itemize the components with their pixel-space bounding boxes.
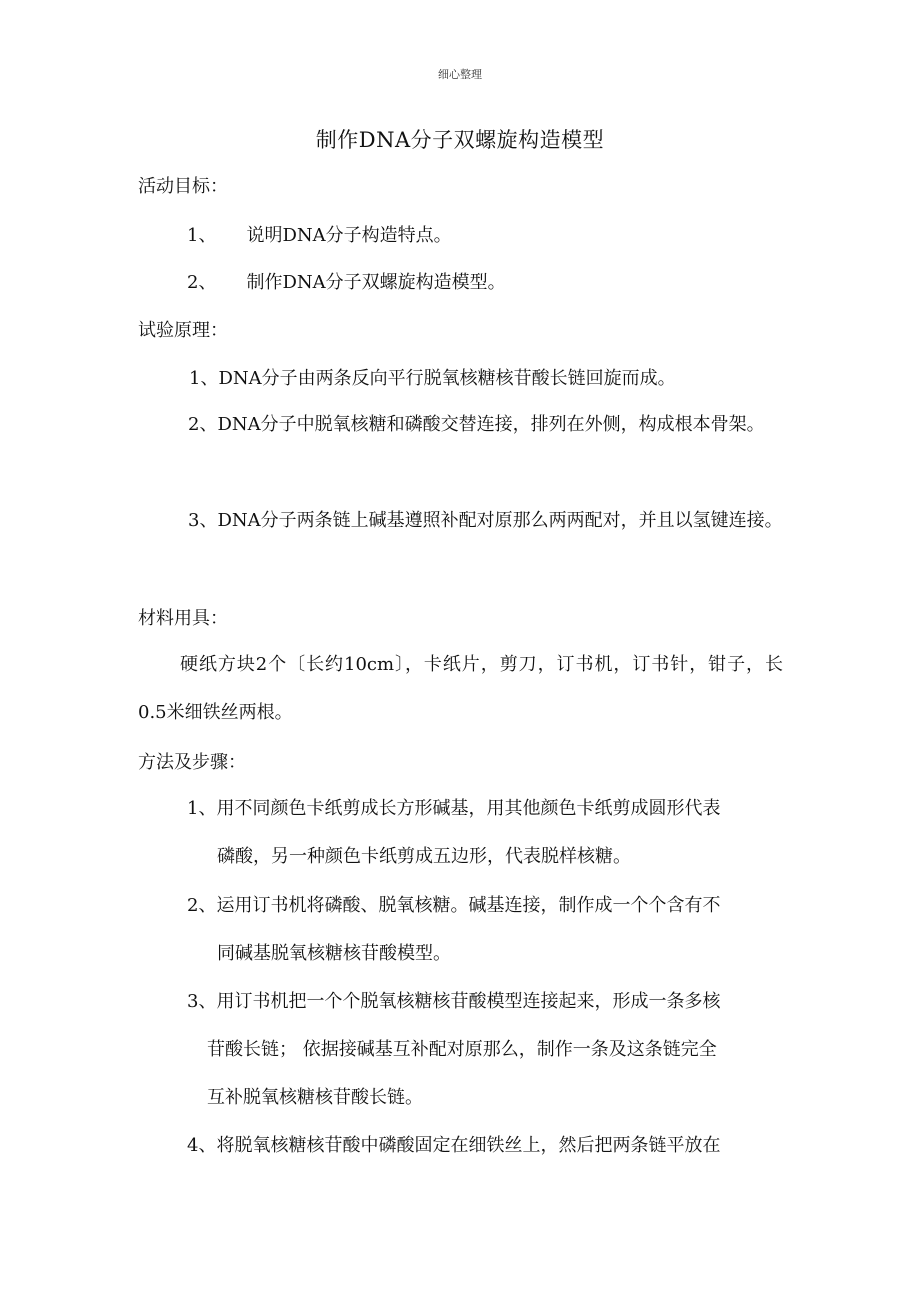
goal-item <box>187 225 452 247</box>
materials-text: 硬纸方块2个〔长约10cm〕，卡纸片，剪刀，订书机，订书针，钳子，长0.5米细铁丝两根。 <box>138 654 783 723</box>
step-line: 同碱基脱氧核糖核苷酸模型。 <box>217 943 451 964</box>
method-step <box>187 882 783 978</box>
principle-heading: 试验原理： <box>138 320 228 341</box>
page-title: 制作DNA分子双螺旋构造模型 <box>315 128 605 152</box>
method-step <box>187 978 783 1122</box>
page-header: 细心整理 <box>438 68 482 81</box>
step-line: 3、用订书机把一个个脱氧核糖核苷酸模型连接起来，形成一条多核 <box>187 991 721 1012</box>
principle-item: 3、DNA分子两条链上碱基遵照补配对原那么两两配对，并且以氢键连接。 <box>188 510 783 531</box>
method-heading: 方法及步骤： <box>138 752 246 773</box>
method-step <box>187 785 783 881</box>
step-line: 4、将脱氧核糖核苷酸中磷酸固定在细铁丝上，然后把两条链平放在 <box>187 1135 721 1156</box>
step-line: 磷酸，另一种颜色卡纸剪成五边形，代表脱样核糖。 <box>217 846 631 867</box>
goal-number: 2、 <box>187 272 217 293</box>
principle-item: 2、DNA分子中脱氧核糖和磷酸交替连接，排列在外侧，构成根本骨架。 <box>188 414 765 435</box>
materials-heading: 材料用具： <box>138 608 228 629</box>
principle-item: 1、DNA分子由两条反向平行脱氧核糖核苷酸长链回旋而成。 <box>189 368 676 389</box>
goals-heading: 活动目标： <box>138 176 228 197</box>
goal-number: 1、 <box>187 225 217 246</box>
goal-text: 制作DNA分子双螺旋构造模型。 <box>246 272 506 293</box>
step-line: 互补脱氧核糖核苷酸长链。 <box>207 1087 423 1108</box>
step-line: 2、运用订书机将磷酸、脱氧核糖。碱基连接，制作成一个个含有不 <box>187 895 721 916</box>
step-line: 苷酸长链； 依据接碱基互补配对原那么，制作一条及这条链完全 <box>207 1039 717 1060</box>
goal-text: 说明DNA分子构造特点。 <box>246 225 452 246</box>
step-line: 1、用不同颜色卡纸剪成长方形碱基，用其他颜色卡纸剪成圆形代表 <box>187 798 721 819</box>
goal-item <box>187 272 506 294</box>
method-step <box>187 1122 783 1170</box>
